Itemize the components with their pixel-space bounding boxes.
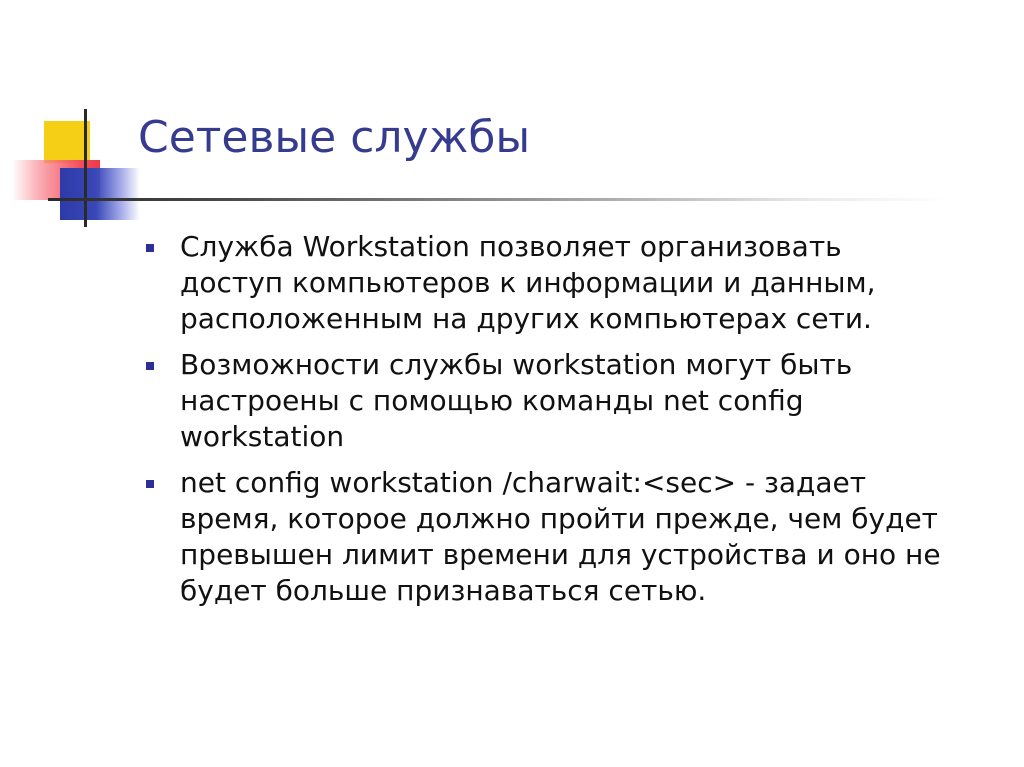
bullet-list <box>142 229 1002 619</box>
bullet-line: расположенным на других компьютерах сети. <box>180 302 872 335</box>
square-bullet-icon <box>146 244 154 252</box>
title-underline <box>48 198 948 201</box>
bullet-line: доступ компьютеров к информации и данным, <box>180 266 876 299</box>
bullet-line: будет больше признаваться сетью. <box>180 574 707 607</box>
square-bullet-icon <box>146 480 154 488</box>
bullet-line: превышен лимит времени для устройства и оно не <box>180 538 941 571</box>
square-bullet-icon <box>146 362 154 370</box>
decor-blue-square <box>60 168 140 220</box>
bullet-line: время, которое должно пройти прежде, чем будет <box>180 502 938 535</box>
bullet-item <box>142 229 1002 337</box>
bullet-line: Возможности службы workstation могут быть <box>180 348 853 381</box>
bullet-line: Служба Workstation позволяет организовать <box>180 230 842 263</box>
decor-vertical-line <box>84 109 87 227</box>
bullet-line: net config workstation /charwait:<sec> - задает <box>180 466 867 499</box>
bullet-item <box>142 465 1002 609</box>
bullet-line: настроены с помощью команды net config <box>180 384 804 417</box>
bullet-item <box>142 347 1002 455</box>
bullet-line: workstation <box>180 420 345 453</box>
slide-title: Сетевые службы <box>138 112 531 163</box>
